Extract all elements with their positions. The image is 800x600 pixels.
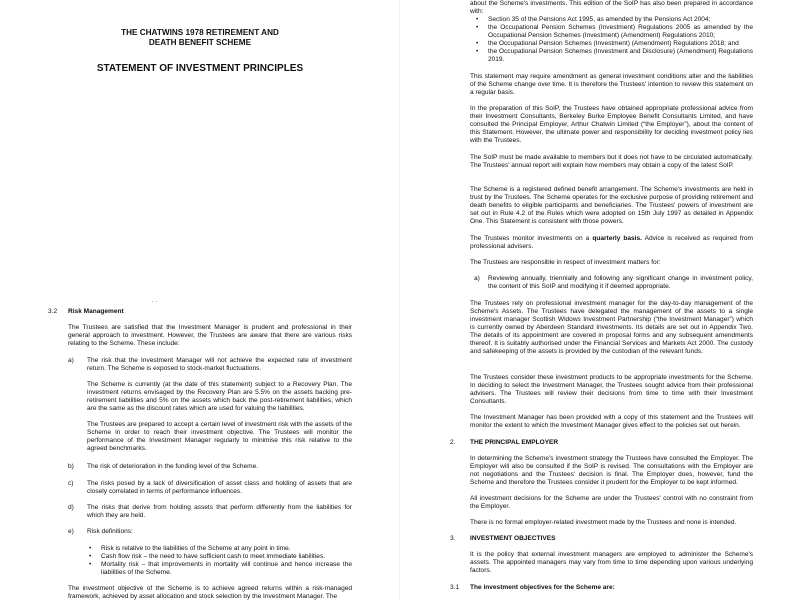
item-marker-c: c): [68, 480, 74, 487]
monitoring-text-end: Advice is received as required from professional advisers.: [470, 235, 753, 251]
investment-risk-paragraph: The Trustees are prepared to accept a certain level of investment risk with the assets of the Scheme in order to reach their investment objective. The Trustees will monitor the performance of the Investment Manager regularly to minimise this risk relative to the agreed benchmarks.: [87, 421, 352, 453]
risk-item-d: The risks that derive from holding assets that perform differently from the liabilities for which they are held.: [87, 504, 352, 520]
section-heading-objectives-list: The investment objectives for the Scheme are:: [470, 584, 615, 591]
products-paragraph: The Trustees consider these investment products to be appropriate investments for the Scheme. In deciding to select the Investment Manager, the Trustees sought advice from their professional advisers. The Trustees will review their decisions from time to time with their Investment Consultants.: [470, 374, 753, 406]
section-number-3-2: 3.2: [48, 308, 58, 315]
scheme-name-line2: DEATH BENEFIT SCHEME: [148, 38, 252, 47]
responsibility-marker-a: a): [474, 275, 480, 282]
regulations-list: [474, 16, 753, 64]
investment-manager-paragraph: The Trustees rely on professional investment manager for the day-to-day management of the Scheme's Assets. The Trustees have delegated the management of the assets to a single investment manager Scottish Widows Investment Partnership (“the Investment Manager”) which is currently owned by Aberdeen Standard Investments. Its details are set out in Appendix Two. The details of its appointment are covered in proposal forms and any subsequent amendments thereof. It is suitably authorised under the Financial Services and Markets Act 2000. The custody and safekeeping of the assets is provided by the custodian of the relevant funds.: [470, 300, 753, 356]
monitoring-text-start: The Trustees monitor investments on a: [470, 235, 593, 242]
employer-investment-paragraph: There is no formal employer-related investment made by the Trustees and none is intended.: [470, 519, 737, 526]
risk-item-e: Risk definitions:: [87, 528, 133, 535]
responsibility-item-a: Reviewing annually, triennially and following any significant change in investment policy, the content of this SoIP and modifying it if deemed appropriate.: [488, 275, 753, 291]
document-title: STATEMENT OF INVESTMENT PRINCIPLES: [96, 63, 304, 74]
list-item: • Risk is relative to the liabilities of the Scheme at any point in time.: [87, 545, 352, 553]
availability-paragraph: The SoIP must be made available to members but it does not have to be circulated automatically. The Trustees' annual report will explain how members may obtain a copy of the latest SoIP.: [470, 154, 753, 170]
statement-copy-paragraph: The Investment Manager has been provided with a copy of this statement and the Trustees will monitor the extent to which the Investment Manager gives effect to the policies set out herein.: [470, 414, 753, 430]
section-heading-risk-management: Risk Management: [68, 308, 124, 315]
recovery-plan-paragraph: The Scheme is currently (at the date of this statement) subject to a Recovery Plan. The investment returns envisaged by the Recovery Plan are 5.5% on the assets backing pre-retirement liabilities and 5% on the assets which back the post-retirement liabilities, which are the same as the discount rates which are used for valuing the liabilities.: [87, 381, 352, 413]
list-item: • Cash flow risk – the need to have sufficient cash to meet immediate liabilities.: [87, 553, 352, 561]
list-item: • the Occupational Pension Schemes (Investment and Disclosure) (Amendment) Regulations 2019.: [474, 48, 753, 64]
risk-item-b: The risk of deterioration in the funding level of the Scheme.: [87, 463, 259, 470]
list-item: • Mortality risk – that improvements in mortality will continue and hence increase the liabilities of the Scheme.: [87, 561, 352, 577]
risk-definitions-list: [87, 545, 352, 577]
responsibilities-paragraph: The Trustees are responsible in respect of investment matters for:: [470, 259, 661, 266]
accordance-intro: about the Scheme's investments. This edition of the SoIP has also been prepared in accordance with:: [470, 0, 753, 16]
section-heading-investment-objectives: INVESTMENT OBJECTIVES: [470, 535, 556, 542]
item-marker-d: d): [68, 504, 74, 511]
investment-objective-paragraph: The investment objective of the Scheme is to achieve agreed returns within a risk-managed framework, achieved by asset allocation and stock selection by the Investment Manager. The: [68, 585, 352, 600]
risk-item-c: The risks posed by a lack of diversification of asset class and holding of assets that are closely correlated in terms of performance influences.: [87, 480, 352, 496]
preparation-paragraph: In the preparation of this SoIP, the Trustees have obtained appropriate professional advice from their Investment Consultants, Berkeley Burke Employee Benefit Consultants Limited, and have consulted the Principal Employer, Arthur Chatwin Limited (“the Employer”), about the content of this Statement. However, the ultimate power and responsibility for deciding investment policy lies with the Trustees.: [470, 105, 753, 145]
item-marker-e: e): [68, 528, 74, 535]
scheme-name-line1: THE CHATWINS 1978 RETIREMENT AND: [121, 28, 279, 37]
monitoring-paragraph: [470, 235, 753, 251]
list-item: • the Occupational Pension Schemes (Investment) (Amendment) Regulations 2018; and: [474, 40, 753, 48]
risk-item-a: The risk that the Investment Manager will not achieve the expected rate of investment return. The Scheme is exposed to stock-market fluctuations.: [87, 357, 352, 373]
risk-intro-paragraph: The Trustees are satisfied that the Investment Manager is prudent and professional in their general approach to investment. However, the Trustees are aware that there are various risks relating to the Scheme. These include:: [68, 324, 352, 348]
employer-consultation-paragraph: In determining the Scheme's investment strategy the Trustees have consulted the Employer. The Employer will also be consulted if the SoIP is revised. The consultations with the Employer are not negotiations and the Trustees' decision is final. The Employer does, however, fund the Scheme and therefore the Trustees consider it prudent for the Employer to be kept informed.: [470, 455, 753, 487]
stray-mark: . .: [152, 298, 158, 304]
list-item: • Section 35 of the Pensions Act 1995, as amended by the Pensions Act 2004;: [474, 16, 753, 24]
employer-control-paragraph: All investment decisions for the Scheme are under the Trustees' control with no constraint from the Employer.: [470, 495, 753, 511]
list-item: • the Occupational Pension Schemes (Investment) Regulations 2005 as amended by the Occupational Pension Schemes (Investment) (Amendment) Regulations 2010;: [474, 24, 753, 40]
item-marker-a: a): [68, 357, 74, 364]
external-managers-paragraph: It is the policy that external investment managers are employed to administer the Scheme's assets. The appointed managers may vary from time to time depending upon various underlying factors.: [470, 551, 753, 575]
section-heading-principal-employer: THE PRINCIPAL EMPLOYER: [470, 439, 559, 446]
item-marker-b: b): [68, 463, 74, 470]
section-number-2: 2.: [450, 439, 456, 446]
registered-scheme-paragraph: The Scheme is a registered defined benefit arrangement. The Scheme's investments are held in trust by the Trustees. The Scheme operates for the exclusive purpose of providing retirement and death benefits to eligible participants and beneficiaries. The Trustees' powers of investment are set out in Rule 4.2 of the Rules which were adopted on 15th July 1997 as detailed in Appendix One. This Statement is consistent with those powers.: [470, 186, 753, 226]
amendment-paragraph: This statement may require amendment as general investment conditions alter and the liabilities of the Scheme change over time. It is therefore the Trustees' intention to review this statement on a regular basis.: [470, 73, 753, 97]
section-number-3: 3.: [450, 535, 456, 542]
section-number-3-1: 3.1: [450, 584, 460, 591]
monitoring-frequency: quarterly basis.: [592, 235, 642, 242]
right-page: [400, 0, 800, 600]
